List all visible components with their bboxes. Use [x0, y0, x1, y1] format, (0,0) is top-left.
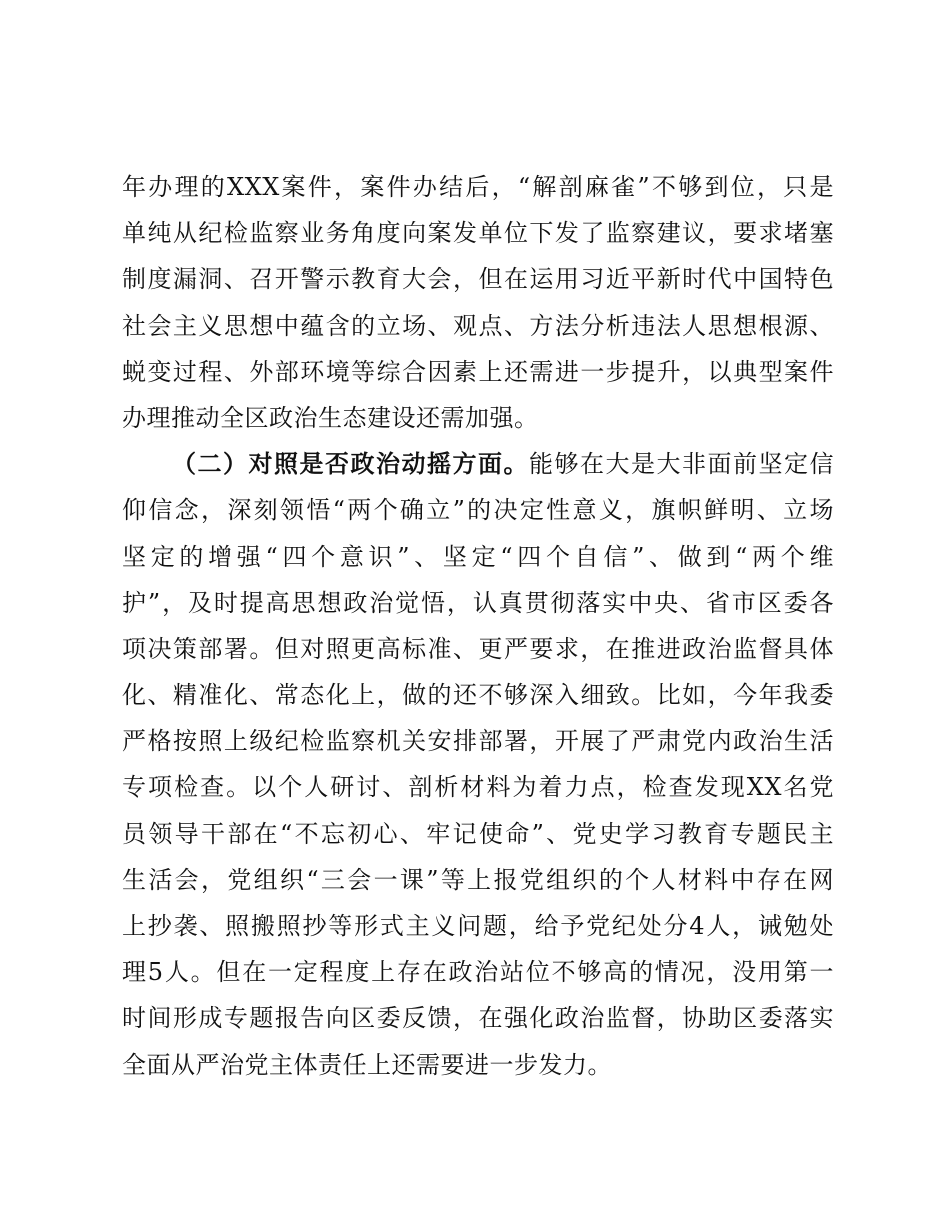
- text-line: 专项检查。以个人研讨、剖析材料为着力点，检查发现XX名党: [122, 773, 834, 802]
- text-line: 护”，及时提高思想政治觉悟，认真贯彻落实中央、省市区委各: [122, 588, 834, 617]
- text-line: 项决策部署。但对照更高标准、更严要求，在推进政治监督具体: [122, 634, 834, 663]
- text-line-first: [122, 441, 834, 487]
- text-line: 单纯从纪检监察业务角度向案发单位下发了监察建议，要求堵塞: [122, 219, 834, 248]
- text-run: 能够在大是大非面前坚定信: [529, 450, 834, 479]
- text-line: 仰信念，深刻领悟“两个确立”的决定性意义，旗帜鲜明、立场: [122, 496, 834, 525]
- document-page: [122, 164, 834, 1088]
- text-line: 全面从严治党主体责任上还需要进一步发力。: [122, 1050, 612, 1079]
- text-line: 员领导干部在“不忘初心、牢记使命”、党史学习教育专题民主: [122, 819, 834, 848]
- text-line: 理5人。但在一定程度上存在政治站位不够高的情况，没用第一: [122, 958, 834, 987]
- text-line: 蜕变过程、外部环境等综合因素上还需进一步提升，以典型案件: [122, 357, 834, 386]
- text-line: 严格按照上级纪检监察机关安排部署，开展了严肃党内政治生活: [122, 727, 834, 756]
- text-line: 制度漏洞、召开警示教育大会，但在运用习近平新时代中国特色: [122, 265, 834, 294]
- text-line: 上抄袭、照搬照抄等形式主义问题，给予党纪处分4人，诫勉处: [122, 912, 834, 940]
- text-line: 生活会，党组织“三会一课”等上报党组织的个人材料中存在网: [122, 865, 834, 894]
- paragraph-1: [122, 164, 834, 441]
- text-line: 时间形成专题报告向区委反馈，在强化政治监督，协助区委落实: [122, 1004, 834, 1033]
- section-heading: （二）对照是否政治动摇方面。: [172, 449, 529, 479]
- text-line: 社会主义思想中蕴含的立场、观点、方法分析违法人思想根源、: [122, 311, 834, 340]
- text-line: 坚定的增强“四个意识”、坚定“四个自信”、做到“两个维: [122, 542, 834, 571]
- text-line: 年办理的XXX案件，案件办结后，“解剖麻雀”不够到位，只是: [122, 173, 834, 201]
- text-line: 办理推动全区政治生态建设还需加强。: [122, 403, 539, 432]
- paragraph-2: [122, 441, 834, 1088]
- text-line: 化、精准化、常态化上，做的还不够深入细致。比如，今年我委: [122, 681, 834, 710]
